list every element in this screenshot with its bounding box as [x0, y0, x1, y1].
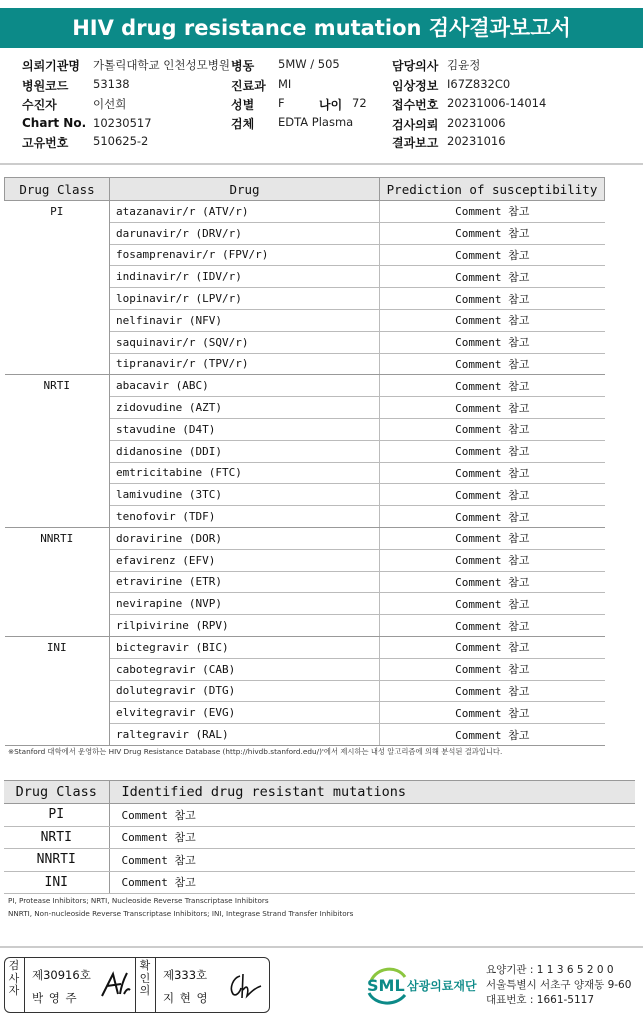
- drug-class-cell: NNRTI: [5, 527, 110, 636]
- drug-cell: tipranavir/r (TPV/r): [110, 353, 380, 375]
- prediction-cell: Comment 참고: [380, 658, 605, 680]
- drug-cell: tenofovir (TDF): [110, 506, 380, 528]
- mutation-class-cell: NNRTI: [4, 849, 109, 872]
- prediction-cell: Comment 참고: [380, 222, 605, 244]
- mutation-cell: Comment 참고: [109, 871, 635, 894]
- col-drug: Drug: [110, 178, 380, 201]
- col-mut-drug-class: Drug Class: [4, 781, 109, 804]
- unique-no-label: 고유번호: [22, 136, 69, 150]
- mutation-table-body: [4, 804, 635, 894]
- table-row: [5, 201, 605, 223]
- tester-name: 박 영 주: [32, 991, 78, 1005]
- prediction-cell: Comment 참고: [380, 266, 605, 288]
- table-row: [4, 804, 635, 827]
- drug-class-cell: NRTI: [5, 375, 110, 528]
- drug-cell: fosamprenavir/r (FPV/r): [110, 244, 380, 266]
- drug-cell: emtricitabine (FTC): [110, 462, 380, 484]
- prediction-cell: Comment 참고: [380, 462, 605, 484]
- table-row: [4, 826, 635, 849]
- confirmer-license: 제333호: [163, 968, 208, 982]
- drug-cell: raltegravir (RAL): [110, 724, 380, 746]
- physician-value: 김윤정: [447, 58, 481, 72]
- mutation-class-cell: INI: [4, 871, 109, 894]
- lab-name: 삼광의료재단: [407, 979, 477, 993]
- drug-cell: indinavir/r (IDV/r): [110, 266, 380, 288]
- prediction-cell: Comment 참고: [380, 593, 605, 615]
- confirmer-label: 확인의: [139, 959, 151, 997]
- drug-cell: atazanavir/r (ATV/r): [110, 201, 380, 223]
- drug-cell: saquinavir/r (SQV/r): [110, 331, 380, 353]
- drug-cell: elvitegravir (EVG): [110, 702, 380, 724]
- drug-cell: abacavir (ABC): [110, 375, 380, 397]
- mutation-class-cell: PI: [4, 804, 109, 827]
- prediction-cell: Comment 참고: [380, 331, 605, 353]
- divider: [24, 958, 25, 1012]
- table-row: [5, 527, 605, 549]
- table-row: [5, 375, 605, 397]
- prediction-cell: Comment 참고: [380, 309, 605, 331]
- drug-cell: didanosine (DDI): [110, 440, 380, 462]
- mutation-class-cell: NRTI: [4, 826, 109, 849]
- tester-license: 제30916호: [32, 968, 91, 982]
- physician-label: 담당의사: [392, 59, 439, 73]
- footer-divider: [0, 946, 643, 948]
- drug-class-cell: PI: [5, 201, 110, 375]
- sex-value: F: [278, 96, 285, 110]
- drug-cell: nelfinavir (NFV): [110, 309, 380, 331]
- abbreviation-line: NNRTI, Non-nucleoside Reverse Transcriptase Inhibitors; INI, Integrase Strand Transfer Inhibitors: [8, 908, 354, 918]
- col-mutations: Identified drug resistant mutations: [109, 781, 635, 804]
- prediction-cell: Comment 참고: [380, 288, 605, 310]
- specimen-value: EDTA Plasma: [278, 115, 354, 129]
- drug-cell: efavirenz (EFV): [110, 549, 380, 571]
- lab-info: [486, 963, 631, 1008]
- mutation-cell: Comment 참고: [109, 849, 635, 872]
- col-prediction: Prediction of susceptibility: [380, 178, 605, 201]
- request-date-value: 20231006: [447, 116, 506, 130]
- mutation-cell: Comment 참고: [109, 826, 635, 849]
- prediction-cell: Comment 참고: [380, 484, 605, 506]
- prediction-cell: Comment 참고: [380, 353, 605, 375]
- prediction-cell: Comment 참고: [380, 571, 605, 593]
- prediction-cell: Comment 참고: [380, 375, 605, 397]
- clinical-info-value: I67Z832C0: [447, 77, 511, 91]
- prediction-cell: Comment 참고: [380, 527, 605, 549]
- confirmer-signature-icon: [227, 970, 263, 1002]
- drug-cell: stavudine (D4T): [110, 418, 380, 440]
- chart-value: 10230517: [93, 116, 152, 130]
- institution-label: 의뢰기관명: [22, 59, 80, 73]
- susceptibility-table: [4, 177, 605, 746]
- tester-signature-icon: [99, 968, 133, 1002]
- drug-cell: darunavir/r (DRV/r): [110, 222, 380, 244]
- report-date-label: 결과보고: [392, 136, 439, 150]
- drug-class-cell: INI: [5, 636, 110, 745]
- susceptibility-table-body: [5, 201, 605, 746]
- prediction-cell: Comment 참고: [380, 724, 605, 746]
- table-row: [5, 636, 605, 658]
- prediction-cell: Comment 참고: [380, 549, 605, 571]
- age-value: 72: [352, 96, 367, 110]
- abbreviations: [8, 895, 353, 920]
- report-header: [0, 55, 643, 151]
- receipt-no-value: 20231006-14014: [447, 96, 547, 110]
- age-label: 나이: [319, 98, 343, 112]
- patient-label: 수진자: [22, 98, 57, 112]
- table-row: [4, 849, 635, 872]
- department-label: 진료과: [231, 79, 266, 93]
- stanford-note: ※Stanford 대학에서 운영하는 HIV Drug Resistance Database (http://hivdb.stanford.edu/)'에서 제시하는 내성 알고리즘에 의해 분석된 결과입니다.: [8, 747, 503, 756]
- sex-label: 성별: [231, 98, 255, 112]
- prediction-cell: Comment 참고: [380, 418, 605, 440]
- receipt-no-label: 접수번호: [392, 98, 439, 112]
- abbreviation-line: PI, Protease Inhibitors; NRTI, Nucleoside Reverse Transcriptase Inhibitors: [8, 896, 269, 905]
- drug-cell: dolutegravir (DTG): [110, 680, 380, 702]
- institution-value: 가톨릭대학교 인천성모병원: [93, 58, 230, 72]
- ward-label: 병동: [231, 59, 255, 73]
- header-divider: [0, 163, 643, 165]
- hospital-code-label: 병원코드: [22, 79, 69, 93]
- prediction-cell: Comment 참고: [380, 636, 605, 658]
- hospital-code-value: 53138: [93, 77, 130, 91]
- logo-text: SML: [367, 976, 405, 995]
- report-title: HIV drug resistance mutation 검사결과보고서: [0, 8, 643, 48]
- prediction-cell: Comment 참고: [380, 397, 605, 419]
- prediction-cell: Comment 참고: [380, 615, 605, 637]
- unique-no-value: 510625-2: [93, 134, 149, 148]
- drug-cell: zidovudine (AZT): [110, 397, 380, 419]
- signature-box: [4, 957, 270, 1013]
- prediction-cell: Comment 참고: [380, 201, 605, 223]
- prediction-cell: Comment 참고: [380, 680, 605, 702]
- confirmer-name: 지 현 영: [163, 991, 209, 1005]
- specimen-label: 검체: [231, 117, 255, 131]
- tester-label: 검사자: [8, 959, 20, 997]
- prediction-cell: Comment 참고: [380, 702, 605, 724]
- ward-value: 5MW / 505: [278, 57, 340, 71]
- drug-cell: bictegravir (BIC): [110, 636, 380, 658]
- prediction-cell: Comment 참고: [380, 506, 605, 528]
- department-value: MI: [278, 77, 292, 91]
- drug-cell: etravirine (ETR): [110, 571, 380, 593]
- drug-cell: lopinavir/r (LPV/r): [110, 288, 380, 310]
- mutation-table: [4, 780, 635, 894]
- prediction-cell: Comment 참고: [380, 440, 605, 462]
- col-drug-class: Drug Class: [5, 178, 110, 201]
- drug-cell: rilpivirine (RPV): [110, 615, 380, 637]
- lab-phone: 대표번호 : 1661-5117: [486, 994, 595, 1006]
- table-row: [4, 871, 635, 894]
- lab-institution-code: 요양기관 : 1 1 3 6 5 2 0 0: [486, 964, 614, 976]
- mutation-cell: Comment 참고: [109, 804, 635, 827]
- prediction-cell: Comment 참고: [380, 244, 605, 266]
- divider: [155, 958, 156, 1012]
- report-date-value: 20231016: [447, 134, 506, 148]
- drug-cell: nevirapine (NVP): [110, 593, 380, 615]
- drug-cell: lamivudine (3TC): [110, 484, 380, 506]
- drug-cell: cabotegravir (CAB): [110, 658, 380, 680]
- patient-value: 이선희: [93, 97, 127, 111]
- request-date-label: 검사의뢰: [392, 118, 439, 132]
- chart-label: Chart No.: [22, 116, 87, 130]
- clinical-info-label: 임상정보: [392, 79, 439, 93]
- lab-address: 서울특별시 서초구 양재동 9-60: [486, 979, 632, 991]
- drug-cell: doravirine (DOR): [110, 527, 380, 549]
